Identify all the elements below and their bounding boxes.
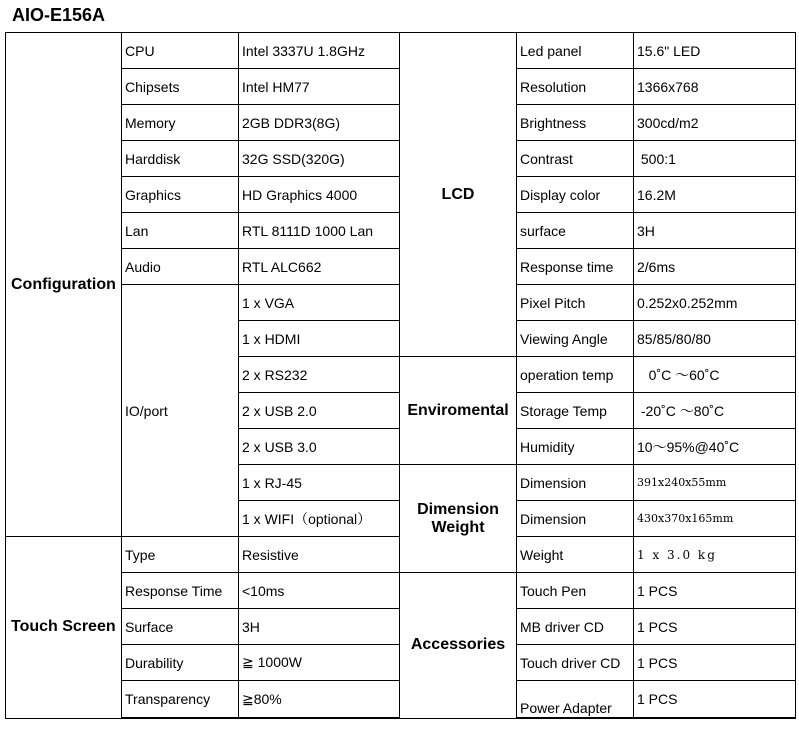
- spec-value: 500:1: [634, 141, 796, 177]
- spec-value: 1 x 3.0 kg: [634, 537, 796, 573]
- spec-value: 430x370x165mm: [634, 501, 796, 537]
- spec-value: 15.6" LED: [634, 33, 796, 69]
- spec-value: 32G SSD(320G): [239, 141, 400, 177]
- spec-label: Led panel: [517, 33, 634, 69]
- spec-table: [5, 32, 796, 719]
- table-row: [6, 573, 796, 609]
- spec-value: 16.2M: [634, 177, 796, 213]
- spec-value: 1 PCS: [634, 681, 796, 719]
- spec-value: 2 x USB 2.0: [239, 393, 400, 429]
- spec-label: Touch driver CD: [517, 645, 634, 681]
- spec-label: Harddisk: [122, 141, 239, 177]
- spec-value: 2GB DDR3(8G): [239, 105, 400, 141]
- spec-label: Type: [122, 537, 239, 573]
- spec-value: 2/6ms: [634, 249, 796, 285]
- spec-value: <10ms: [239, 573, 400, 609]
- spec-label: Power Adapter: [517, 681, 634, 719]
- spec-value: RTL 8111D 1000 Lan: [239, 213, 400, 249]
- spec-label: Touch Pen: [517, 573, 634, 609]
- category-dimension-weight: [400, 465, 517, 573]
- spec-value: 1 PCS: [634, 645, 796, 681]
- spec-value: RTL ALC662: [239, 249, 400, 285]
- spec-label: Contrast: [517, 141, 634, 177]
- spec-value: 0˚C ～60˚C: [634, 357, 796, 393]
- spec-label: Resolution: [517, 69, 634, 105]
- spec-label: Memory: [122, 105, 239, 141]
- spec-label: Pixel Pitch: [517, 285, 634, 321]
- category-dimension-line2: Weight: [431, 518, 485, 536]
- spec-label: Durability: [122, 645, 239, 681]
- spec-value: -20˚C ～80˚C: [634, 393, 796, 429]
- category-accessories: Accessories: [400, 573, 517, 719]
- spec-label: Dimension: [517, 465, 634, 501]
- spec-label: Lan: [122, 213, 239, 249]
- spec-label: CPU: [122, 33, 239, 69]
- spec-value: 2 x USB 3.0: [239, 429, 400, 465]
- spec-label: Chipsets: [122, 69, 239, 105]
- spec-value: 1 x WIFI（optional）: [239, 501, 400, 537]
- table-row: [6, 33, 796, 69]
- spec-label: Transparency: [122, 681, 239, 719]
- spec-value: 1 x VGA: [239, 285, 400, 321]
- spec-label: Response time: [517, 249, 634, 285]
- spec-value: 1 PCS: [634, 609, 796, 645]
- spec-label: surface: [517, 213, 634, 249]
- category-dimension-line1: Dimension: [417, 500, 499, 518]
- category-environmental: Enviromental: [400, 357, 517, 465]
- spec-label: operation temp: [517, 357, 634, 393]
- spec-value: Intel HM77: [239, 69, 400, 105]
- spec-value: Resistive: [239, 537, 400, 573]
- spec-label: Storage Temp: [517, 393, 634, 429]
- spec-value: ≧80%: [239, 681, 400, 719]
- spec-value: ≧ 1000W: [239, 645, 400, 681]
- spec-label: Display color: [517, 177, 634, 213]
- spec-label: Graphics: [122, 177, 239, 213]
- spec-label: Weight: [517, 537, 634, 573]
- spec-value: 3H: [239, 609, 400, 645]
- page-title: AIO-E156A: [12, 5, 106, 25]
- spec-value: HD Graphics 4000: [239, 177, 400, 213]
- spec-label: Brightness: [517, 105, 634, 141]
- spec-value: 1366x768: [634, 69, 796, 105]
- spec-label: Response Time: [122, 573, 239, 609]
- spec-value: 300cd/m2: [634, 105, 796, 141]
- spec-value: 1 x RJ-45: [239, 465, 400, 501]
- spec-value: 10～95%@40˚C: [634, 429, 796, 465]
- spec-label: Audio: [122, 249, 239, 285]
- spec-label-io: IO/port: [122, 285, 239, 537]
- category-configuration: Configuration: [6, 33, 122, 537]
- spec-label: Viewing Angle: [517, 321, 634, 357]
- spec-value: 1 x HDMI: [239, 321, 400, 357]
- category-lcd: LCD: [400, 33, 517, 357]
- spec-label: Dimension: [517, 501, 634, 537]
- spec-value: 2 x RS232: [239, 357, 400, 393]
- spec-label: MB driver CD: [517, 609, 634, 645]
- spec-value: 391x240x55mm: [634, 465, 796, 501]
- spec-value: Intel 3337U 1.8GHz: [239, 33, 400, 69]
- spec-label: Humidity: [517, 429, 634, 465]
- spec-value: 1 PCS: [634, 573, 796, 609]
- spec-value: 85/85/80/80: [634, 321, 796, 357]
- spec-value: 0.252x0.252mm: [634, 285, 796, 321]
- category-touch-screen: Touch Screen: [6, 537, 122, 719]
- spec-label: Surface: [122, 609, 239, 645]
- spec-value: 3H: [634, 213, 796, 249]
